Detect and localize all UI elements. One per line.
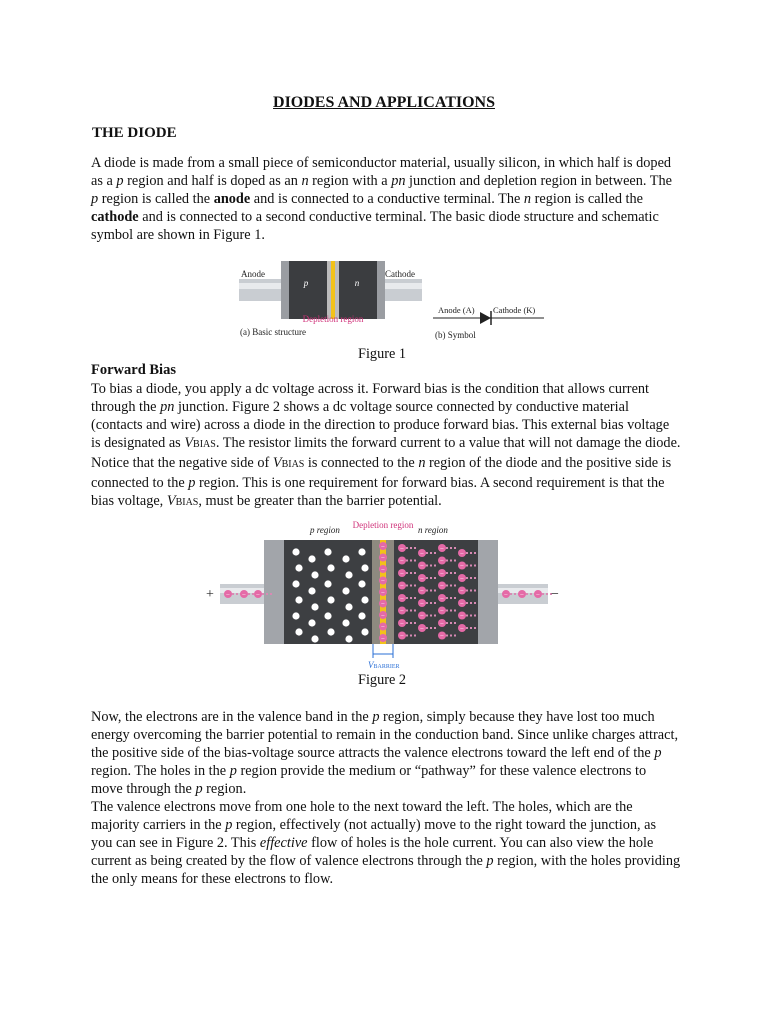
hole-dot [324,612,331,619]
electron-sign: − [242,590,246,599]
electron-sign: − [420,624,424,633]
electron-sign: − [440,632,444,640]
hole-dot [324,548,331,555]
electron-sign: − [381,611,385,620]
electron-sign: − [520,590,524,599]
hole-dot [358,548,365,555]
electron-sign: − [381,588,385,597]
hole-dot [324,580,331,587]
hole-dot [311,603,318,610]
electron-sign: − [400,557,404,565]
electron-sign: − [381,623,385,631]
figure-2-forward-bias [200,518,570,673]
hole-dot [327,596,334,603]
electron-sign: − [400,632,404,640]
electron-sign: − [420,574,424,583]
hole-dot [292,580,299,587]
fig1-anode-label: Anode [241,269,265,279]
figure-1-diode-structure [236,256,546,346]
paragraph-hole-current: The valence electrons move from one hole to the next toward the left. The holes, which are the majority carriers in the p region, effectively (not actually) move to the right toward the junction, as you can see in Figure 2. This effective flow of holes is the hole current. You can also view the hole current as being created by the flow of valence electrons through the p region, with the holes providing the only means for these electrons to flow. [91,799,681,887]
electron-sign: − [420,612,424,620]
hole-dot [345,603,352,610]
fig2-p-region-label: p region [310,525,340,535]
electron-sign: − [381,634,385,643]
fig2-depletion-label: Depletion region [352,520,414,530]
electron-sign: − [420,587,424,595]
electron-sign: − [460,599,464,608]
electron-sign: − [400,594,404,603]
fig1-p-label: p [303,278,309,288]
fig1-symbol-anode-label: Anode (A) [438,305,475,315]
hole-dot [292,548,299,555]
fig1-basic-structure-label: (a) Basic structure [240,327,306,337]
hole-dot [295,564,302,571]
diode-symbol-icon [480,312,491,324]
hole-dot [295,628,302,635]
hole-dot [308,619,315,626]
hole-dot [327,628,334,635]
hole-dot [327,564,334,571]
fig1-cathode-label: Cathode [385,269,415,279]
electron-sign: − [381,542,385,551]
fig1-n-label: n [354,278,360,288]
paragraph-valence-electrons: Now, the electrons are in the valence band in the p region, simply because they have lost too much energy overcoming the barrier potential to remain in the conduction band. Since unlike charges attract, the positive side of the bias-voltage source attracts the valence electrons toward the left end of the p region. The holes in the p region provide the medium or “pathway” for these valence electrons to move through the p region. [91,709,679,797]
electron-sign: − [400,619,404,628]
hole-dot [345,571,352,578]
electron-sign: − [440,582,444,590]
electron-sign: − [460,574,464,583]
figure-1-caption: Figure 1 [358,346,407,362]
hole-dot [308,555,315,562]
section-heading-the-diode: THE DIODE [92,125,177,141]
fig2-n-region-label: n region [418,525,448,535]
paragraph-forward-bias: To bias a diode, you apply a dc voltage across it. Forward bias is the condition that allows current through the pn junction. Figure 2 shows a dc voltage source connected by conductive material (contacts and wire) across a diode in the direction to produce forward bias. This external bias voltage is designated as VBIAS. The resistor limits the forward current to a value that will not damage the diode. Notice that the negative side of VBIAS is connected to the n region of the diode and the positive side is connected to the p region. This is one requirement for forward bias. A second requirement is that the bias voltage, VBIAS, must be greater than the barrier potential. [91,381,681,509]
hole-dot [311,635,318,642]
hole-dot [361,564,368,571]
hole-dot [295,596,302,603]
electron-sign: − [226,590,230,599]
hole-dot [361,628,368,635]
hole-dot [308,587,315,594]
electron-sign: − [420,599,424,608]
fig2-barrier-label: VBARRIER [368,660,400,670]
figure-2-caption: Figure 2 [358,672,407,688]
hole-dot [342,619,349,626]
hole-dot [292,612,299,619]
electron-sign: − [420,562,424,570]
electron-sign: − [460,562,464,570]
hole-dot [345,635,352,642]
hole-dot [342,555,349,562]
hole-dot [361,596,368,603]
electron-sign: − [381,577,385,585]
hole-dot [358,580,365,587]
fig1-symbol-cathode-label: Cathode (K) [493,305,536,315]
electron-sign: − [536,590,540,599]
section-heading-forward-bias: Forward Bias [91,362,176,378]
electron-sign: − [440,619,444,628]
electron-sign: − [381,554,385,562]
electron-sign: − [460,612,464,620]
electron-sign: − [381,565,385,574]
electron-sign: − [400,569,404,578]
paragraph-diode-intro: A diode is made from a small piece of semiconductor material, usually silicon, in which half is doped as a p region and half is doped as an n region with a pn junction and depletion region in between. The p region is called the anode and is connected to a conductive terminal. The n region is called the cathode and is connected to a second conductive terminal. The basic diode structure and schematic symbol are shown in Figure 1. [91,155,673,243]
hole-dot [358,612,365,619]
electron-sign: − [400,544,404,553]
electron-sign: − [460,624,464,633]
electron-sign: − [460,587,464,595]
electron-sign: − [400,582,404,590]
term-anode: anode [213,191,251,207]
hole-dot [342,587,349,594]
electron-sign: − [400,607,404,615]
electron-sign: − [460,549,464,558]
electron-sign: − [440,544,444,553]
fig1-depletion-label: Depletion region [302,314,364,324]
electron-sign: − [420,549,424,558]
electron-sign: − [440,607,444,615]
electron-sign: − [381,600,385,608]
document-title: DIODES AND APPLICATIONS [273,94,495,111]
electron-sign: − [504,590,508,599]
fig1-symbol-label: (b) Symbol [435,330,476,340]
electron-sign: − [256,590,260,599]
electron-sign: − [440,594,444,603]
hole-dot [311,571,318,578]
electron-sign: − [440,557,444,565]
fig2-minus-sign: − [551,587,559,602]
term-cathode: cathode [91,209,139,225]
fig2-plus-sign: + [206,587,214,602]
electron-sign: − [440,569,444,578]
